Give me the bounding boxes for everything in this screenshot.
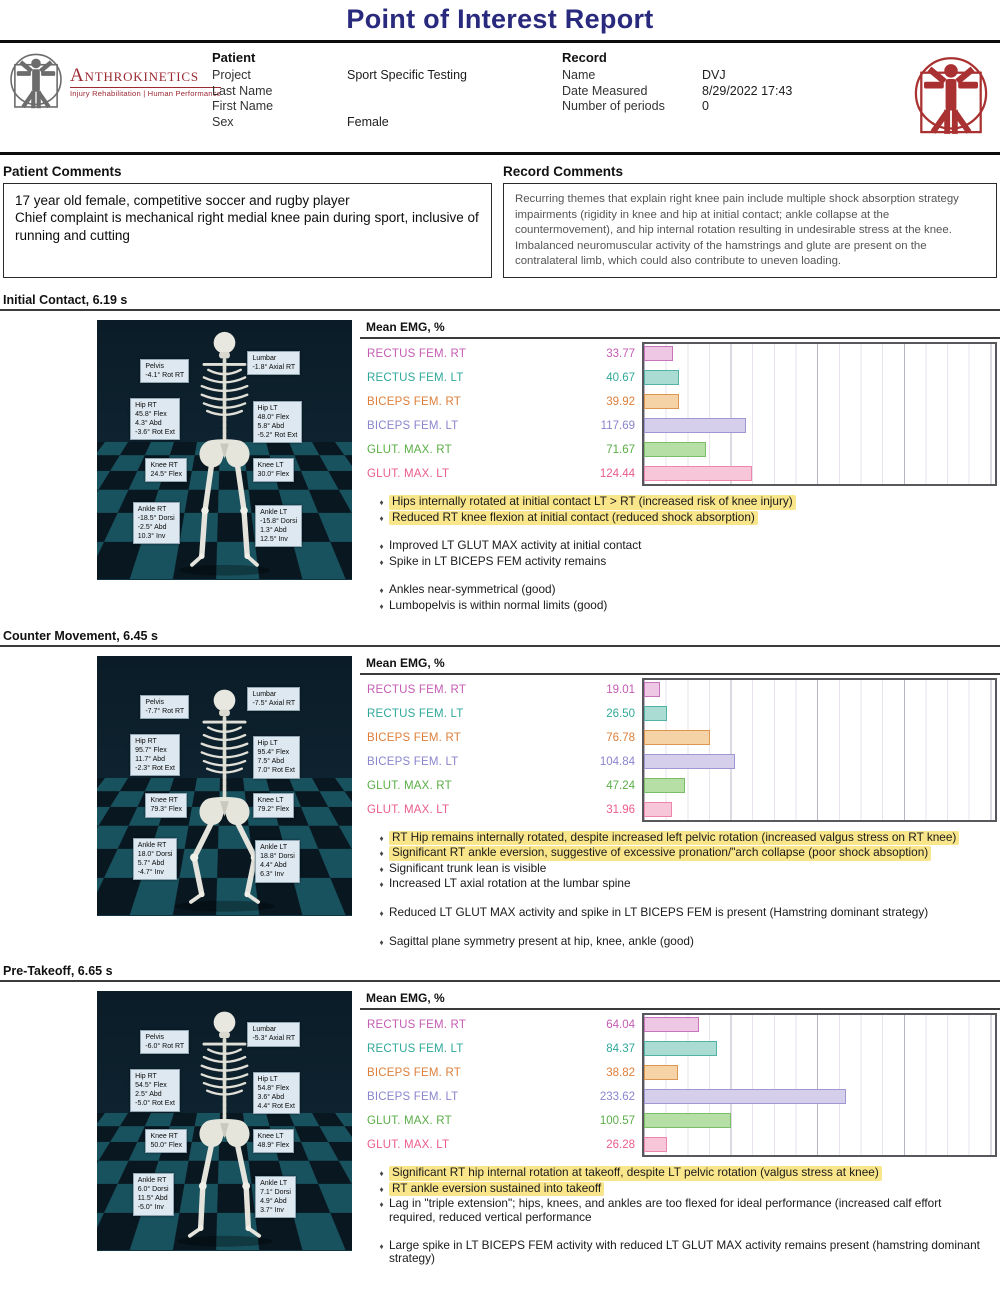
highlighted-finding-text: Significant RT hip internal rotation at takeoff, despite LT pelvic rotation (valgus stress at knee) [389,1166,882,1181]
diamond-bullet-icon: ♦ [379,1241,384,1251]
joint-angle-value: -18.5° Dorsi [137,515,175,523]
field-value: Sport Specific Testing [347,68,467,82]
emg-value: 33.77 [606,348,635,360]
joint-angle-value: 48.0° Flex [257,413,290,421]
finding-item [374,831,984,846]
joint-angle-callout [130,734,180,776]
diamond-bullet-icon: ♦ [379,513,384,523]
finding-item [374,1166,984,1181]
emg-value: 84.37 [606,1043,635,1056]
brand-tagline: Injury Rehabilitation | Human Performance [70,89,222,98]
patient-comments-heading: Patient Comments [3,164,122,179]
joint-angle-value: -15.8° Dorsi [260,517,298,525]
comments-row [0,155,1000,278]
anthrokinetics-logo [4,50,222,114]
emg-series-label: GLUT. MAX. RT [367,779,452,792]
record-comments-heading: Record Comments [503,164,624,179]
emg-value: 233.62 [599,1091,635,1104]
record-row [562,68,906,84]
emg-bar-track [642,366,997,390]
emg-bar-track [642,1133,997,1157]
emg-value: 40.67 [606,372,635,384]
section-title: Pre-Takeoff, 6.65 s [0,964,1000,982]
finding-text: Improved LT GLUT MAX activity at initial contact [389,538,642,553]
findings-list [374,831,1000,950]
joint-angle-callout [145,1129,187,1153]
joint-angle-value: 5.7° Abd [137,859,165,867]
joint-angle-value: 5.8° Abd [257,422,285,430]
diamond-bullet-icon: ♦ [379,1169,384,1179]
emg-value: 19.01 [606,683,635,696]
field-value: DVJ [702,68,726,82]
joint-name: Lumbar [252,1026,277,1034]
emg-bar [644,370,679,385]
joint-angle-value: 50.0° Flex [150,1142,183,1150]
emg-value: 100.57 [599,1115,635,1128]
emg-series-label: GLUT. MAX. RT [367,1115,452,1128]
joint-angle-value: -5.2° Rot Ext [257,431,298,439]
diamond-bullet-icon: ♦ [379,1200,384,1210]
joint-angle-value: 7.1° Dorsi [260,1188,291,1196]
emg-chart-title: Mean EMG, % [360,320,1000,339]
emg-row [360,1013,1000,1037]
joint-angle-value: 54.8° Flex [257,1084,290,1092]
joint-angle-callout [145,458,187,482]
emg-bar [644,346,673,361]
emg-bar [644,466,752,481]
highlighted-finding-text: RT Hip remains internally rotated, despite increased left pelvic rotation (increased valgus stress on RT knee) [389,831,959,846]
joint-angle-value: -7.5° Axial RT [252,699,296,707]
joint-angle-value: 4.4° Rot Ext [257,1103,295,1110]
emg-value: 104.84 [599,755,635,768]
emg-bar [644,1113,731,1128]
joint-angle-value: 7.0° Rot Ext [257,767,295,775]
joint-angle-callout [255,505,302,547]
finding-item [374,583,984,598]
vitruvian-man-icon [906,50,996,142]
joint-angle-callout [253,1072,300,1114]
emg-bar [644,1017,699,1032]
emg-series-label: BICEPS FEM. RT [367,731,461,744]
finding-text: Spike in LT BICEPS FEM activity remains [389,553,607,568]
joint-angle-value: -2.5° Abd [137,524,167,532]
joint-angle-callout [140,695,189,719]
joint-name: Hip LT [257,740,278,748]
joint-angle-callout [255,1176,296,1218]
diamond-bullet-icon: ♦ [379,908,384,918]
joint-name: Knee RT [150,461,178,469]
joint-angle-value: 79.3° Flex [150,806,183,814]
joint-name: Pelvis [145,698,165,706]
emg-value: 26.28 [606,1139,635,1152]
joint-angle-value: 6.3° Inv [260,871,284,879]
joint-angle-callout [247,351,300,375]
joint-angle-callout [247,687,300,711]
joint-angle-callout [253,793,295,817]
emg-bar [644,754,735,769]
emg-row [360,678,1000,702]
emg-bar-chart [360,678,1000,822]
joint-angle-value: -1.8° Axial RT [252,364,296,372]
skeleton-pose-image [97,991,352,1251]
finding-item [374,862,984,877]
joint-angle-callout [253,736,300,778]
joint-angle-callout [255,840,300,882]
joint-angle-value: 12.5° Inv [260,535,288,543]
finding-text: Increased LT axial rotation at the lumbar spine [389,876,631,891]
patient-heading: Patient [212,50,256,65]
finding-item [374,846,984,861]
joint-angle-value: 95.4° Flex [257,749,290,757]
emg-bar-track [642,1013,997,1037]
emg-series-label: BICEPS FEM. LT [367,1091,459,1104]
brand-name: Anthrokinetics [70,65,199,86]
joint-angle-value: 54.5° Flex [135,1082,167,1090]
emg-chart-title: Mean EMG, % [360,656,1000,675]
joint-angle-value: 45.8° Flex [135,411,167,419]
diamond-bullet-icon: ♦ [379,937,384,947]
joint-name: Ankle RT [137,506,167,513]
finding-item [374,935,984,950]
emg-series-label: RECTUS FEM. RT [367,348,467,360]
joint-name: Ankle LT [260,508,288,516]
joint-angle-value: 6.0° Dorsi [137,1186,169,1194]
emg-series-label: RECTUS FEM. RT [367,1019,467,1032]
record-comments-box: Recurring themes that explain right knee pain include multiple shock absorption strategy impairments (rigidity in knee and hip at initial contact; ankle collapse at the countermovement), and hip internal rotation resulting in undesirable stress at the knee. Imbalanced neuromuscular activity of the hamstrings and glute are present on the contralateral limb, which could also contribute to uneven loading. [503,183,997,278]
emg-bar-track [642,726,997,750]
emg-bar [644,778,685,793]
joint-angle-value: 95.7° Flex [135,746,167,754]
emg-value: 71.67 [606,444,635,456]
emg-row [360,414,1000,438]
joint-angle-callout [253,1129,295,1153]
emg-value: 26.50 [606,707,635,720]
patient-info [212,50,562,130]
joint-angle-callout [247,1022,300,1046]
joint-name: Hip RT [135,737,157,745]
report-header [0,43,1000,147]
emg-row [360,1109,1000,1133]
diamond-bullet-icon: ♦ [379,833,384,843]
joint-name: Ankle LT [260,844,288,852]
emg-bar-track [642,1085,997,1109]
finding-item [374,599,984,614]
finding-item [374,495,984,510]
joint-angle-value: 3.6° Abd [257,1093,285,1101]
joint-name: Lumbar [252,690,277,698]
joint-name: Knee LT [257,1132,284,1140]
finding-item [374,555,984,570]
emg-series-label: BICEPS FEM. LT [367,755,459,768]
emg-value: 38.82 [606,1067,635,1080]
emg-row [360,702,1000,726]
emg-bar-track [642,342,997,366]
emg-series-label: BICEPS FEM. RT [367,396,461,408]
section-title: Initial Contact, 6.19 s [0,293,1000,311]
joint-name: Knee LT [257,461,284,469]
emg-bar-track [642,798,997,822]
emg-bar-track [642,702,997,726]
emg-row [360,438,1000,462]
field-value: 8/29/2022 17:43 [702,83,793,98]
emg-bar-chart [360,342,1000,486]
joint-angle-value: -4.7° Inv [137,868,164,876]
diamond-bullet-icon: ♦ [379,849,384,859]
emg-series-label: BICEPS FEM. LT [367,420,459,432]
emg-bar-track [642,1037,997,1061]
skeleton-pose-image [97,656,352,916]
joint-angle-value: -5.0° Inv [137,1204,164,1212]
joint-angle-callout [253,401,303,443]
emg-row [360,726,1000,750]
emg-series-label: RECTUS FEM. LT [367,372,464,384]
joint-angle-value: -7.7° Rot RT [145,707,185,715]
emg-row [360,462,1000,486]
emg-value: 47.24 [606,779,635,792]
skeleton-pose-image [97,320,352,580]
finding-text: Large spike in LT BICEPS FEM activity with reduced LT GLUT MAX activity remains present (hamstring dominant strategy) [389,1237,980,1266]
emg-row [360,1061,1000,1085]
diamond-bullet-icon: ♦ [379,542,384,552]
emg-bar-track [642,390,997,414]
joint-name: Hip LT [257,1075,278,1083]
joint-angle-callout [133,1173,174,1215]
finding-text: Significant trunk lean is visible [389,860,547,875]
joint-angle-value: -4.1° Rot RT [145,372,185,380]
patient-comments-box [3,183,492,278]
record-heading: Record [562,50,607,65]
emg-bar [644,706,667,721]
emg-value: 39.92 [606,396,635,408]
emg-series-label: BICEPS FEM. RT [367,1067,461,1080]
patient-row [212,68,562,84]
emg-series-label: RECTUS FEM. LT [367,707,464,720]
joint-angle-value: -5.0° Rot Ext [135,1100,175,1108]
findings-list [374,495,1000,614]
emg-series-label: GLUT. MAX. LT [367,1139,450,1152]
joint-name: Lumbar [252,355,277,363]
findings-list [374,1166,1000,1266]
diamond-bullet-icon: ♦ [379,557,384,567]
joint-angle-value: 10.3° Inv [137,533,166,541]
page-title: Point of Interest Report [346,4,654,34]
finding-text: Lumbopelvis is within normal limits (good) [389,597,608,612]
emg-bar-track [642,438,997,462]
section-title: Counter Movement, 6.45 s [0,629,1000,647]
field-label: Project [212,68,251,82]
finding-text: Ankles near-symmetrical (good) [389,582,556,597]
joint-angle-value: 4.3° Abd [135,420,162,428]
emg-row [360,390,1000,414]
joint-angle-value: 48.9° Flex [257,1142,290,1150]
emg-bar-track [642,462,997,486]
patient-row [212,115,562,131]
joint-angle-callout [140,359,189,383]
emg-bar [644,730,710,745]
diamond-bullet-icon: ♦ [379,864,384,874]
joint-name: Ankle RT [137,1177,167,1185]
section-counter-movement [0,629,1000,950]
emg-bar [644,1089,846,1104]
joint-angle-value: 79.2° Flex [257,806,290,814]
joint-angle-value: 4.4° Abd [260,862,287,870]
patient-row [212,84,562,100]
emg-row [360,750,1000,774]
emg-bar [644,442,706,457]
finding-text: Reduced LT GLUT MAX activity and spike in LT BICEPS FEM is present (Hamstring dominant strategy) [389,904,929,919]
joint-angle-value: 2.5° Abd [135,1091,162,1099]
emg-bar [644,682,660,697]
emg-row [360,366,1000,390]
joint-angle-callout [145,793,187,817]
vitruvian-man-icon [4,50,68,114]
highlighted-finding-text: RT ankle eversion sustained into takeoff [389,1182,604,1197]
joint-angle-value: -5.3° Axial RT [252,1035,296,1043]
field-label: Sex [212,114,234,129]
emg-value: 31.96 [606,803,635,816]
joint-name: Ankle RT [137,841,167,849]
joint-angle-callout [133,838,178,880]
joint-name: Knee RT [150,797,178,805]
joint-angle-value: -6.0° Rot RT [145,1043,185,1051]
field-label: First Name [212,99,274,113]
joint-angle-value: 7.5° Abd [257,758,285,766]
finding-item [374,906,984,921]
field-label: Name [562,68,596,82]
joint-name: Knee LT [257,797,284,805]
joint-angle-value: 4.9° Abd [260,1197,287,1205]
emg-value: 76.78 [606,731,635,744]
emg-value: 124.44 [599,468,635,480]
field-label: Last Name [212,83,273,98]
emg-series-label: GLUT. MAX. RT [367,444,452,456]
joint-name: Ankle LT [260,1179,288,1187]
joint-name: Knee RT [150,1132,178,1140]
patient-comment-line: 17 year old female, competitive soccer and rugby player [15,193,350,208]
emg-series-label: GLUT. MAX. LT [367,468,450,480]
joint-angle-callout [130,1069,180,1111]
section-initial-contact [0,293,1000,614]
emg-bar-track [642,1109,997,1133]
record-row [562,99,906,115]
finding-item [374,511,984,526]
joint-angle-callout [130,398,180,440]
joint-angle-value: -2.3° Rot Ext [135,764,175,772]
emg-series-label: RECTUS FEM. LT [367,1043,464,1056]
section-pre-takeoff [0,964,1000,1266]
joint-angle-callout [140,1030,189,1054]
joint-angle-value: 11.7° Abd [135,755,166,763]
diamond-bullet-icon: ♦ [379,586,384,596]
emg-row [360,1037,1000,1061]
joint-angle-value: -3.6° Rot Ext [135,429,175,437]
emg-bar-chart [360,1013,1000,1157]
joint-angle-value: 1.3° Abd [260,526,287,534]
emg-value: 64.04 [606,1019,635,1032]
joint-angle-value: 24.5° Flex [150,470,183,478]
finding-text: Lag in "triple extension"; hips, knees, and ankles are too flexed for ideal performance (increased calf effort required, reduced vertical performance [389,1196,942,1224]
joint-angle-value: 3.7° Inv [260,1207,284,1214]
joint-name: Hip LT [257,404,278,412]
emg-bar-track [642,750,997,774]
finding-item [374,1239,984,1266]
joint-name: Pelvis [145,1034,165,1042]
emg-row [360,1133,1000,1157]
emg-bar [644,1137,667,1152]
highlighted-finding-text: Hips internally rotated at initial contact LT > RT (increased risk of knee injury) [389,495,796,510]
emg-value: 117.69 [600,420,635,432]
emg-bar [644,802,672,817]
highlighted-finding-text: Significant RT ankle eversion, suggestive of excessive pronation/"arch collapse (poor shock absoption) [389,846,931,861]
emg-bar-track [642,678,997,702]
emg-bar [644,418,746,433]
emg-bar [644,1041,717,1056]
finding-item [374,877,984,892]
joint-angle-value: 18.0° Dorsi [137,850,173,858]
finding-item [374,1197,984,1224]
emg-row [360,774,1000,798]
field-label: Date Measured [562,83,648,98]
emg-bar-track [642,1061,997,1085]
emg-bar-track [642,774,997,798]
emg-chart-title: Mean EMG, % [360,991,1000,1010]
joint-angle-value: 30.0° Flex [257,470,290,478]
joint-angle-value: 11.5° Abd [137,1195,168,1203]
emg-bar [644,1065,678,1080]
finding-item [374,1182,984,1197]
patient-row [212,99,562,115]
emg-row [360,342,1000,366]
record-info [562,50,906,115]
diamond-bullet-icon: ♦ [379,601,384,611]
emg-series-label: RECTUS FEM. RT [367,683,467,696]
patient-comment-line: Chief complaint is mechanical right medial knee pain during sport, inclusive of running and cutting [15,210,479,243]
emg-row [360,798,1000,822]
diamond-bullet-icon: ♦ [379,1184,384,1194]
diamond-bullet-icon: ♦ [379,880,384,890]
record-row [562,84,906,100]
diamond-bullet-icon: ♦ [379,498,384,507]
emg-bar-track [642,414,997,438]
joint-angle-callout [253,458,295,482]
emg-row [360,1085,1000,1109]
field-value: Female [347,114,389,129]
finding-text: Sagittal plane symmetry present at hip, knee, ankle (good) [389,933,694,948]
joint-name: Hip RT [135,402,157,409]
field-value: 0 [702,99,709,113]
joint-angle-value: 18.8° Dorsi [260,853,295,861]
joint-name: Hip RT [135,1073,157,1081]
finding-item [374,539,984,554]
emg-bar [644,394,679,409]
highlighted-finding-text: Reduced RT knee flexion at initial contact (reduced shock absorption) [389,511,758,526]
joint-angle-callout [133,502,180,544]
field-label: Number of periods [562,99,665,113]
joint-name: Pelvis [145,363,165,370]
emg-series-label: GLUT. MAX. LT [367,803,450,816]
